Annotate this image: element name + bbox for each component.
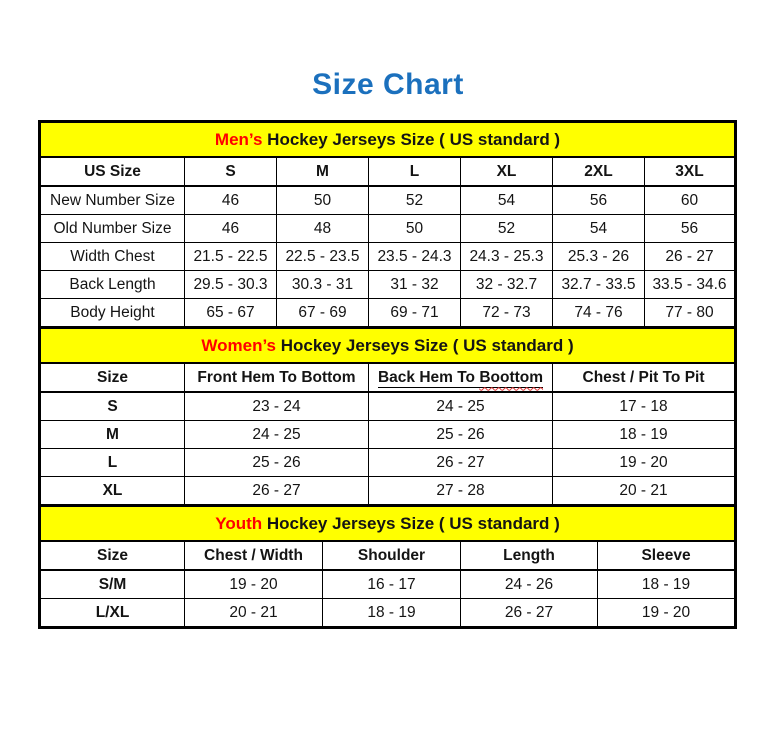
table-cell: 54 [553, 215, 645, 243]
column-header: Size [40, 363, 185, 392]
table-cell: 26 - 27 [185, 477, 369, 506]
table-cell: 18 - 19 [553, 421, 736, 449]
table-cell: 74 - 76 [553, 299, 645, 328]
row-label: Old Number Size [40, 215, 185, 243]
spellcheck-wavy-underline: Boottom [479, 368, 544, 386]
table-cell: 19 - 20 [185, 570, 323, 599]
table-cell: 23 - 24 [185, 392, 369, 421]
table-row [40, 599, 736, 628]
table-cell: 48 [277, 215, 369, 243]
table-cell: 25 - 26 [369, 421, 553, 449]
table-cell: 46 [185, 186, 277, 215]
table-row [40, 215, 736, 243]
column-header: 3XL [645, 157, 736, 186]
row-label: New Number Size [40, 186, 185, 215]
table-cell: 26 - 27 [645, 243, 736, 271]
table-cell: 30.3 - 31 [277, 271, 369, 299]
youth-banner-rest: Hockey Jerseys Size ( US standard ) [262, 513, 560, 533]
table-cell: 31 - 32 [369, 271, 461, 299]
table-cell: 65 - 67 [185, 299, 277, 328]
table-cell: 19 - 20 [553, 449, 736, 477]
page-title: Size Chart [312, 68, 464, 101]
table-cell: 18 - 19 [323, 599, 461, 628]
mens-banner-row [40, 122, 736, 158]
youth-size-table [38, 504, 737, 629]
table-row [40, 392, 736, 421]
column-header: Sleeve [598, 541, 736, 570]
table-cell: 54 [461, 186, 553, 215]
table-cell: 26 - 27 [369, 449, 553, 477]
table-cell: 18 - 19 [598, 570, 736, 599]
size-chart-page [0, 62, 776, 754]
column-header: XL [461, 157, 553, 186]
table-row [40, 570, 736, 599]
table-row [40, 477, 736, 506]
table-cell: 27 - 28 [369, 477, 553, 506]
mens-size-table [38, 120, 737, 329]
womens-size-table [38, 326, 737, 507]
table-cell: 19 - 20 [598, 599, 736, 628]
table-cell: 25.3 - 26 [553, 243, 645, 271]
row-label: Body Height [40, 299, 185, 328]
womens-header-row [40, 363, 736, 392]
row-label: Width Chest [40, 243, 185, 271]
youth-section-banner [40, 506, 736, 542]
table-cell: 22.5 - 23.5 [277, 243, 369, 271]
youth-banner-highlight: Youth [215, 513, 263, 533]
table-cell: 24.3 - 25.3 [461, 243, 553, 271]
column-header: Chest / Pit To Pit [553, 363, 736, 392]
header-prefix: Back Hem To [377, 368, 480, 386]
table-cell: 26 - 27 [461, 599, 598, 628]
table-cell: 50 [277, 186, 369, 215]
table-cell: 23.5 - 24.3 [369, 243, 461, 271]
row-label: S/M [40, 570, 185, 599]
womens-banner-highlight: Women’s [201, 335, 276, 355]
row-label: L/XL [40, 599, 185, 628]
table-row [40, 421, 736, 449]
column-header: M [277, 157, 369, 186]
womens-section-banner [40, 328, 736, 364]
row-label: Back Length [40, 271, 185, 299]
table-cell: 52 [369, 186, 461, 215]
table-row [40, 243, 736, 271]
row-label: S [40, 392, 185, 421]
table-row [40, 186, 736, 215]
table-cell: 25 - 26 [185, 449, 369, 477]
table-cell: 33.5 - 34.6 [645, 271, 736, 299]
row-label: XL [40, 477, 185, 506]
underlined-phrase [378, 369, 543, 388]
table-cell: 67 - 69 [277, 299, 369, 328]
table-cell: 29.5 - 30.3 [185, 271, 277, 299]
column-header-back-hem [369, 363, 553, 392]
column-header: Shoulder [323, 541, 461, 570]
table-cell: 24 - 25 [369, 392, 553, 421]
table-cell: 46 [185, 215, 277, 243]
column-header: 2XL [553, 157, 645, 186]
table-cell: 20 - 21 [185, 599, 323, 628]
column-header: Size [40, 541, 185, 570]
table-row [40, 299, 736, 328]
table-row [40, 271, 736, 299]
table-cell: 21.5 - 22.5 [185, 243, 277, 271]
mens-section-banner [40, 122, 736, 158]
table-cell: 20 - 21 [553, 477, 736, 506]
table-cell: 69 - 71 [369, 299, 461, 328]
table-cell: 16 - 17 [323, 570, 461, 599]
table-cell: 24 - 26 [461, 570, 598, 599]
column-header: Front Hem To Bottom [185, 363, 369, 392]
table-cell: 60 [645, 186, 736, 215]
table-cell: 56 [645, 215, 736, 243]
youth-header-row [40, 541, 736, 570]
mens-banner-highlight: Men’s [214, 129, 263, 149]
womens-banner-rest: Hockey Jerseys Size ( US standard ) [276, 335, 574, 355]
column-header: US Size [40, 157, 185, 186]
row-label: L [40, 449, 185, 477]
mens-header-row [40, 157, 736, 186]
table-row [40, 449, 736, 477]
table-cell: 32.7 - 33.5 [553, 271, 645, 299]
womens-banner-row [40, 328, 736, 364]
table-cell: 72 - 73 [461, 299, 553, 328]
column-header: L [369, 157, 461, 186]
column-header: Chest / Width [185, 541, 323, 570]
youth-banner-row [40, 506, 736, 542]
table-cell: 52 [461, 215, 553, 243]
table-cell: 56 [553, 186, 645, 215]
mens-banner-rest: Hockey Jerseys Size ( US standard ) [262, 129, 561, 149]
table-cell: 17 - 18 [553, 392, 736, 421]
row-label: M [40, 421, 185, 449]
column-header: S [185, 157, 277, 186]
table-cell: 50 [369, 215, 461, 243]
table-cell: 32 - 32.7 [461, 271, 553, 299]
column-header: Length [461, 541, 598, 570]
table-cell: 24 - 25 [185, 421, 369, 449]
table-cell: 77 - 80 [645, 299, 736, 328]
